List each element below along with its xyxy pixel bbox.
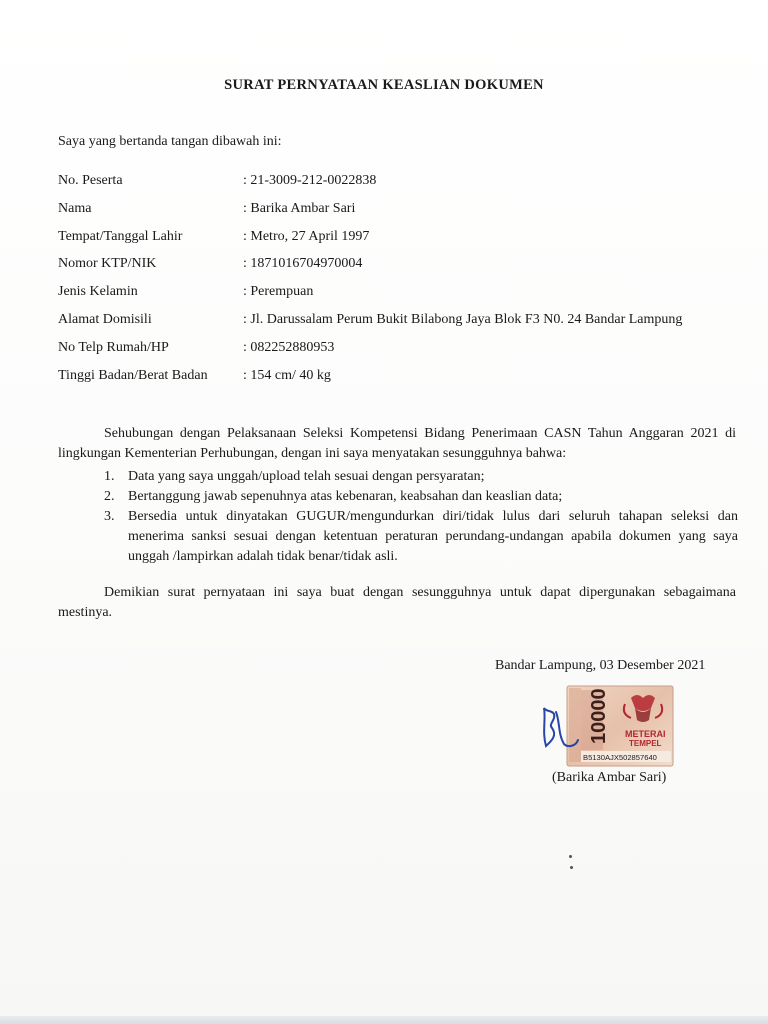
- field-row-height-weight: [58, 368, 748, 396]
- field-label: Jenis Kelamin: [58, 284, 138, 300]
- field-label: No Telp Rumah/HP: [58, 339, 169, 355]
- stamp-label-meterai: METERAI: [625, 729, 666, 739]
- field-row-gender: [58, 284, 748, 312]
- field-label: Alamat Domisili: [58, 311, 152, 327]
- stamp-value: 10000: [588, 688, 610, 744]
- field-value: : 21-3009-212-0022838: [243, 173, 377, 188]
- closing-paragraph: Demikian surat pernyataan ini saya buat dengan sesungguhnya untuk dapat dipergunakan sebagaimana mestinya.: [58, 585, 736, 620]
- document-title: SURAT PERNYATAAN KEASLIAN DOKUMEN: [224, 77, 544, 93]
- field-value: : Metro, 27 April 1997: [243, 228, 370, 244]
- field-label: Tinggi Badan/Berat Badan: [58, 367, 208, 383]
- field-value: : 1871016704970004: [243, 256, 363, 272]
- paper-speck: [569, 855, 572, 858]
- identity-fields: [58, 173, 748, 395]
- place-date: Bandar Lampung, 03 Desember 2021: [495, 658, 706, 673]
- stamp-serial: B5130AJX502857640: [583, 753, 657, 762]
- field-value: : Perempuan: [243, 284, 314, 300]
- statement-list: [58, 467, 738, 567]
- field-row-phone: [58, 340, 748, 368]
- list-text: Data yang saya unggah/upload telah sesuai dengan persyaratan;: [128, 469, 485, 484]
- field-row-birth: [58, 229, 748, 257]
- list-number: 3.: [104, 509, 115, 524]
- stamp-label-tempel: TEMPEL: [629, 739, 662, 748]
- field-label: Nomor KTP/NIK: [58, 256, 157, 272]
- field-value: : 154 cm/ 40 kg: [243, 367, 331, 383]
- handwritten-signature: [536, 702, 586, 754]
- field-label: Nama: [58, 200, 92, 216]
- list-item: [58, 487, 738, 507]
- scan-bottom-edge: [0, 1016, 768, 1024]
- list-number: 2.: [104, 489, 115, 504]
- field-row-name: [58, 201, 748, 229]
- field-row-address: [58, 312, 748, 340]
- field-value: : Jl. Darussalam Perum Bukit Bilabong Jaya Blok F3 N0. 24 Bandar Lampung: [243, 311, 683, 327]
- list-text: Bersedia untuk dinyatakan GUGUR/mengundurkan diri/tidak lulus dari seluruh tahapan seleksi dan menerima sanksi sesuai dengan ketentuan peraturan perundang-undangan apabila dokumen yang saya unggah /lampirkan adalah tidak benar/tidak asli.: [128, 509, 738, 564]
- statement-paragraph: Sehubungan dengan Pelaksanaan Seleksi Kompetensi Bidang Penerimaan CASN Tahun Anggaran 2021 di lingkungan Kementerian Perhubungan, dengan ini saya menyatakan sesungguhnya bahwa:: [58, 426, 736, 461]
- list-number: 1.: [104, 469, 115, 484]
- field-row-participant-number: [58, 173, 748, 201]
- field-value: : Barika Ambar Sari: [243, 200, 356, 216]
- list-item: [58, 507, 738, 567]
- paper-speck: [570, 866, 573, 869]
- stamp-value-vertical: [588, 688, 610, 744]
- intro-text: Saya yang bertanda tangan dibawah ini:: [58, 134, 282, 149]
- field-label: No. Peserta: [58, 173, 123, 188]
- signer-name: (Barika Ambar Sari): [552, 770, 667, 785]
- field-row-nik: [58, 256, 748, 284]
- list-text: Bertanggung jawab sepenuhnya atas kebenaran, keabsahan dan keaslian data;: [128, 489, 563, 504]
- list-item: [58, 467, 738, 487]
- field-value: : 082252880953: [243, 339, 335, 355]
- field-label: Tempat/Tanggal Lahir: [58, 228, 183, 244]
